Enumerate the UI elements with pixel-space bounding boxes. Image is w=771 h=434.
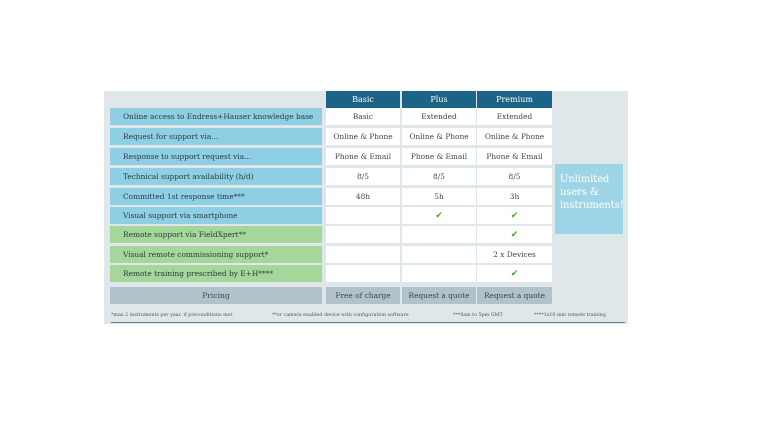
row-label-remote-training: Remote training prescribed by E+H****: [110, 265, 322, 282]
callout-line: instruments!: [560, 200, 624, 211]
footnote-1: *max 2 instruments per year, if preconditions met: [111, 313, 233, 318]
row-label-remote-commissioning: Visual remote commissioning support*: [110, 246, 322, 263]
table-cell: 48h: [326, 188, 400, 205]
table-cell: [477, 226, 552, 243]
footnote-2: **or camera enabled device with configuration software: [272, 313, 409, 318]
check-icon: ✔: [510, 229, 519, 240]
table-cell: 8/5: [402, 168, 476, 185]
pricing-premium[interactable]: Request a quote: [477, 287, 552, 304]
check-icon: ✔: [510, 268, 519, 279]
plan-header-plus: Plus: [402, 91, 476, 108]
row-label-knowledge-base: Online access to Endress+Hauser knowledge base: [110, 108, 322, 125]
table-cell: [402, 207, 476, 224]
table-cell: [326, 265, 400, 282]
row-label-response-time: Committed 1st response time***: [110, 188, 322, 205]
callout-line: Unlimited: [560, 174, 610, 185]
row-label-response-support: Response to support request via...: [110, 148, 322, 165]
support-plans-panel: [104, 91, 628, 324]
row-label-visual-support: Visual support via smartphone: [110, 207, 322, 224]
footnote-3: ***8am to 5pm GMT: [453, 313, 503, 318]
row-label-remote-support: Remote support via FieldXpert**: [110, 226, 322, 243]
pricing-basic: Free of charge: [326, 287, 400, 304]
row-label-request-support: Request for support via...: [110, 128, 322, 145]
table-cell: Extended: [477, 108, 552, 125]
callout-line: users &: [560, 187, 599, 198]
table-cell: [326, 226, 400, 243]
table-cell: 8/5: [326, 168, 400, 185]
pricing-label: Pricing: [110, 287, 322, 304]
table-cell: [402, 246, 476, 263]
footnote-4: ****1x10 min remote training: [534, 313, 606, 318]
table-cell: [477, 265, 552, 282]
table-cell: Online & Phone: [402, 128, 476, 145]
table-cell: Phone & Email: [402, 148, 476, 165]
table-cell: [326, 207, 400, 224]
table-cell: 8/5: [477, 168, 552, 185]
plan-header-premium: Premium: [477, 91, 552, 108]
table-cell: 3h: [477, 188, 552, 205]
footnote-divider: [111, 322, 625, 323]
table-cell: Online & Phone: [326, 128, 400, 145]
table-cell: Online & Phone: [477, 128, 552, 145]
table-cell: 5h: [402, 188, 476, 205]
table-cell: Basic: [326, 108, 400, 125]
table-cell: [326, 246, 400, 263]
table-cell: 2 x Devices: [477, 246, 552, 263]
table-cell: Phone & Email: [326, 148, 400, 165]
row-label-availability: Technical support availability (h/d): [110, 168, 322, 185]
check-icon: ✔: [435, 210, 443, 221]
check-icon: ✔: [510, 210, 519, 221]
table-cell: [402, 265, 476, 282]
table-cell: [402, 226, 476, 243]
table-cell: Extended: [402, 108, 476, 125]
plan-header-basic: Basic: [326, 91, 400, 108]
pricing-plus[interactable]: Request a quote: [402, 287, 476, 304]
table-cell: [477, 207, 552, 224]
table-cell: Phone & Email: [477, 148, 552, 165]
unlimited-callout: [555, 164, 623, 234]
